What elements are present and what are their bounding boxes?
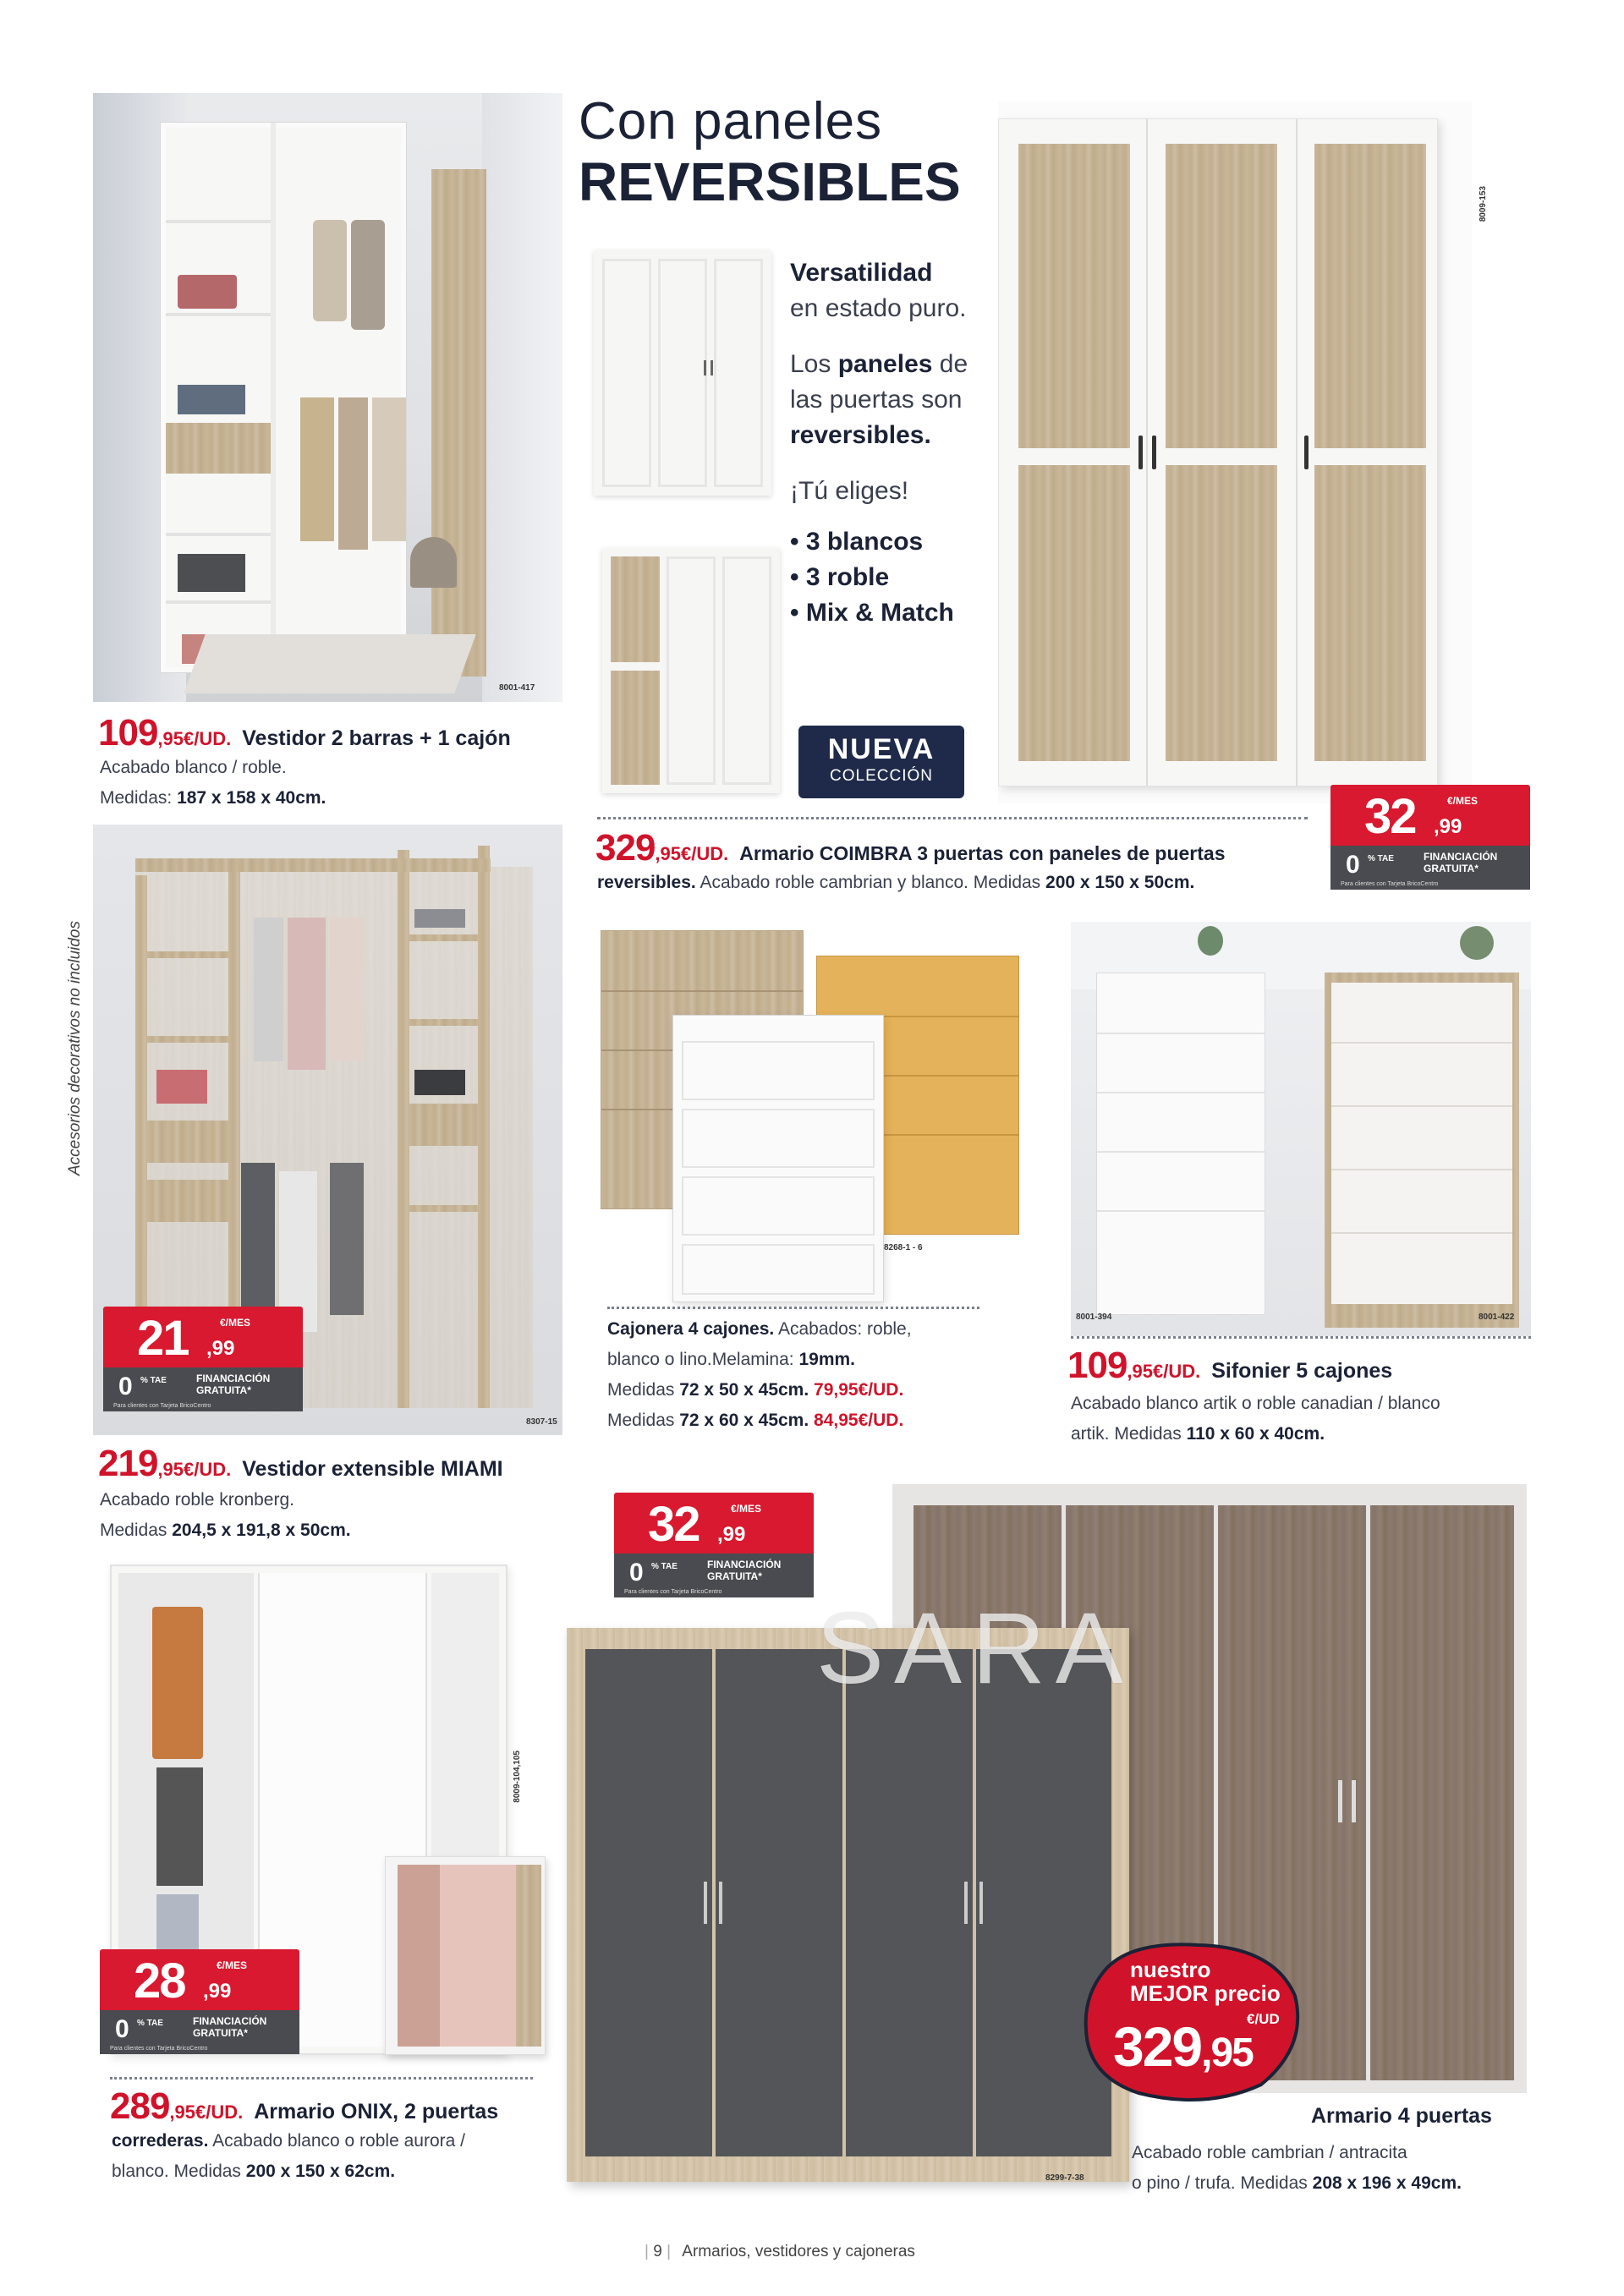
sara-watermark: SARA <box>816 1592 1133 1705</box>
finance-label2: GRATUITA* <box>193 2027 248 2039</box>
badge-line1: NUEVA <box>827 733 935 765</box>
finance-zero: 0 <box>629 1559 644 1586</box>
sifonier-photo <box>1071 922 1531 1336</box>
divider <box>607 1307 979 1309</box>
size-value: 200 x 150 x 62cm. <box>245 2162 396 2181</box>
sifonier-price <box>1067 1345 1392 1387</box>
finance-decimals: ,99 <box>717 1523 746 1546</box>
cajonera-desc <box>607 1314 912 1436</box>
size-text <box>100 783 326 814</box>
footer-section: Armarios, vestidores y cajoneras <box>682 2243 915 2260</box>
finance-badge-sara <box>614 1493 814 1597</box>
size-value: 187 x 158 x 40cm. <box>177 788 326 808</box>
size-label: Medidas: <box>100 788 173 808</box>
finish-text-2: blanco. Medidas <box>112 2162 241 2181</box>
size-value: 72 x 60 x 45cm. <box>679 1411 809 1430</box>
hero-title-light: Con paneles <box>579 92 883 151</box>
finance-label2: GRATUITA* <box>1424 863 1479 874</box>
price-value: 84,95€/UD. <box>814 1411 904 1430</box>
finance-label1: FINANCIACIÓN <box>193 2015 267 2027</box>
size-text <box>100 1515 351 1546</box>
onix-line2 <box>112 2156 465 2187</box>
finish-text: Acabado blanco / roble. <box>100 758 287 777</box>
best-price-decimals: ,95 <box>1201 2030 1253 2075</box>
miami-price <box>98 1443 503 1485</box>
finance-badge-miami <box>103 1307 303 1411</box>
vestidor-2-barras-price <box>98 712 511 754</box>
miami-desc <box>100 1485 351 1546</box>
nueva-coleccion-badge <box>798 726 964 798</box>
product-name: Sifonier 5 cajones <box>1211 1359 1393 1383</box>
hero-line2-e: reversibles. <box>790 421 931 449</box>
hero-line2-d: las puertas son <box>790 386 963 414</box>
product-name: Armario ONIX, 2 puertas <box>254 2100 499 2123</box>
finance-small: Para clientes con Tarjeta BricoCentro <box>624 1589 722 1595</box>
price-suffix: ,95€/UD. <box>157 728 232 749</box>
price-suffix: ,95€/UD. <box>169 2101 244 2123</box>
finance-per: €/MES <box>217 1959 248 1971</box>
cajonera-line4 <box>607 1406 912 1436</box>
badge-line2: COLECCIÓN <box>830 767 933 785</box>
hero-bullet-2: • 3 roble <box>790 563 890 591</box>
code-coimbra: 8009-153 <box>1479 186 1488 222</box>
finance-small: Para clientes con Tarjeta BricoCentro <box>110 2046 208 2052</box>
size-label: Medidas <box>607 1411 675 1430</box>
divider <box>1071 1336 1531 1339</box>
price-value: 79,95€/UD. <box>814 1380 904 1400</box>
hero-line2-b: paneles <box>837 350 933 378</box>
size-value: 72 x 50 x 45cm. <box>679 1380 809 1400</box>
finance-tae: % TAE <box>1368 854 1394 863</box>
onix-desc <box>112 2126 465 2187</box>
hero-bullet-3: • Mix & Match <box>790 599 954 627</box>
wardrobe-thumb-mix <box>602 548 780 793</box>
finance-badge-onix <box>100 1949 299 2054</box>
armario-4-name: Armario 4 puertas <box>1311 2104 1492 2128</box>
product-name: Armario COIMBRA 3 puertas con paneles de puertas <box>739 842 1226 864</box>
product-name: Vestidor 2 barras + 1 cajón <box>242 726 511 750</box>
finish-text: Acabado blanco o roble aurora / <box>212 2131 465 2151</box>
finance-per: €/MES <box>220 1317 251 1329</box>
code-armario-4: 8299-7-38 <box>1045 2173 1084 2183</box>
finance-amount: 21 <box>137 1311 189 1366</box>
finish-text: Acabado roble cambrian / antracita <box>1132 2143 1407 2162</box>
hero-line1: en estado puro. <box>790 294 967 322</box>
hero-title-bold: REVERSIBLES <box>579 151 961 212</box>
page-number: 9 <box>653 2243 662 2260</box>
finish-text: Acabado blanco artik o roble canadian / blanco <box>1071 1394 1440 1413</box>
product-name: Cajonera 4 cajones. <box>607 1319 775 1339</box>
hero-copy <box>790 255 968 631</box>
finance-tae: % TAE <box>140 1376 167 1385</box>
best-price-amount <box>1113 2014 1253 2079</box>
price-amount: 219 <box>98 1443 158 1484</box>
price-suffix: ,95€/UD. <box>157 1459 232 1480</box>
price-suffix: ,95€/UD. <box>655 843 729 864</box>
size-value: 208 x 196 x 49cm. <box>1312 2173 1462 2193</box>
product-name-2: correderas. <box>112 2131 209 2151</box>
code-sifonier-a: 8001-394 <box>1076 1312 1112 1322</box>
finish-text-2: artik. Medidas <box>1071 1424 1182 1444</box>
code-onix: 8009-104,105 <box>513 1751 522 1803</box>
cajonera-line2 <box>607 1345 912 1375</box>
finance-badge-coimbra <box>1330 785 1530 890</box>
best-price-integer: 329 <box>1113 2015 1202 2078</box>
vestidor-2-barras-photo <box>93 93 562 702</box>
code-sifonier-b: 8001-422 <box>1479 1312 1515 1322</box>
hero-line2-a: Los <box>790 350 831 378</box>
finance-label1: FINANCIACIÓN <box>1424 851 1498 863</box>
onix-price <box>110 2085 498 2128</box>
best-price-badge <box>1079 1937 1308 2106</box>
finance-zero: 0 <box>115 2015 129 2043</box>
finance-tae: % TAE <box>651 1562 678 1571</box>
size-text <box>1132 2168 1462 2199</box>
finance-label1: FINANCIACIÓN <box>707 1559 782 1570</box>
onix-line1 <box>112 2126 465 2156</box>
best-price-line2: MEJOR precio <box>1130 1981 1281 2006</box>
hero-line1-bold: Versatilidad <box>790 259 933 287</box>
size-text <box>1071 1419 1440 1449</box>
cajonera-line3 <box>607 1375 912 1406</box>
finance-small: Para clientes con Tarjeta BricoCentro <box>1341 881 1439 887</box>
finance-per: €/MES <box>1447 795 1479 807</box>
finance-zero: 0 <box>118 1373 133 1400</box>
code-miami: 8307-15 <box>526 1417 557 1427</box>
price-amount: 109 <box>98 712 158 753</box>
finance-label2: GRATUITA* <box>196 1384 251 1396</box>
side-note: Accesorios decorativos no incluidos <box>66 921 84 1175</box>
vestidor-2-barras-desc <box>100 753 326 814</box>
wardrobe-thumb-white <box>594 250 771 496</box>
hero-bullet-1: • 3 blancos <box>790 528 924 556</box>
price-amount: 289 <box>110 2085 170 2127</box>
cajonera-line1 <box>607 1314 912 1345</box>
price-amount: 109 <box>1067 1345 1127 1386</box>
coimbra-desc <box>597 868 1194 898</box>
finance-amount: 32 <box>648 1497 700 1552</box>
sifonier-desc <box>1071 1389 1440 1449</box>
price-amount: 329 <box>595 827 656 869</box>
finish-text-2: blanco o lino.Melamina: <box>607 1350 794 1369</box>
hero-line2 <box>790 347 968 382</box>
thickness-value: 19mm. <box>798 1350 856 1369</box>
divider <box>597 817 1308 819</box>
finance-amount: 32 <box>1364 789 1416 844</box>
size-value: 110 x 60 x 40cm. <box>1186 1424 1325 1444</box>
cajonera-photo <box>592 922 1032 1311</box>
finance-small: Para clientes con Tarjeta BricoCentro <box>113 1403 211 1409</box>
best-price-unit: €/UD <box>1247 2011 1280 2027</box>
hero-choose: ¡Tú eliges! <box>790 477 909 505</box>
footer: | 9 | Armarios, vestidores y cajoneras <box>645 2243 915 2260</box>
finance-tae: % TAE <box>137 2019 163 2028</box>
coimbra-price <box>595 827 1226 869</box>
finance-zero: 0 <box>1346 851 1360 879</box>
finance-label2: GRATUITA* <box>707 1570 762 1582</box>
armario-4-desc <box>1132 2138 1462 2199</box>
product-name: Vestidor extensible MIAMI <box>242 1457 503 1481</box>
finance-decimals: ,99 <box>1434 815 1462 838</box>
divider <box>110 2077 533 2080</box>
coimbra-wardrobe-photo <box>998 101 1472 803</box>
finish-text: Acabados: roble, <box>777 1319 912 1339</box>
finish-text: Acabado roble cambrian y blanco. Medidas <box>700 873 1041 892</box>
finance-decimals: ,99 <box>203 1980 232 2003</box>
code-cajonera: 8268-1 - 6 <box>884 1243 923 1252</box>
finance-label1: FINANCIACIÓN <box>196 1373 271 1384</box>
product-name-2: reversibles. <box>597 873 696 892</box>
hero-line2-c: de <box>939 350 968 378</box>
size-label: Medidas <box>100 1521 167 1540</box>
finance-amount: 28 <box>134 1954 185 2008</box>
finish-text-2: o pino / trufa. Medidas <box>1132 2173 1308 2193</box>
best-price-line1: nuestro <box>1130 1957 1211 1982</box>
size-value: 200 x 150 x 50cm. <box>1045 873 1195 892</box>
finance-per: €/MES <box>731 1503 762 1515</box>
size-label: Medidas <box>607 1380 675 1400</box>
finish-text: Acabado roble kronberg. <box>100 1490 294 1510</box>
price-suffix: ,95€/UD. <box>1127 1361 1201 1382</box>
code-vestidor-2-barras: 8001-417 <box>499 683 535 693</box>
size-value: 204,5 x 191,8 x 50cm. <box>172 1521 351 1540</box>
finance-decimals: ,99 <box>206 1337 235 1360</box>
